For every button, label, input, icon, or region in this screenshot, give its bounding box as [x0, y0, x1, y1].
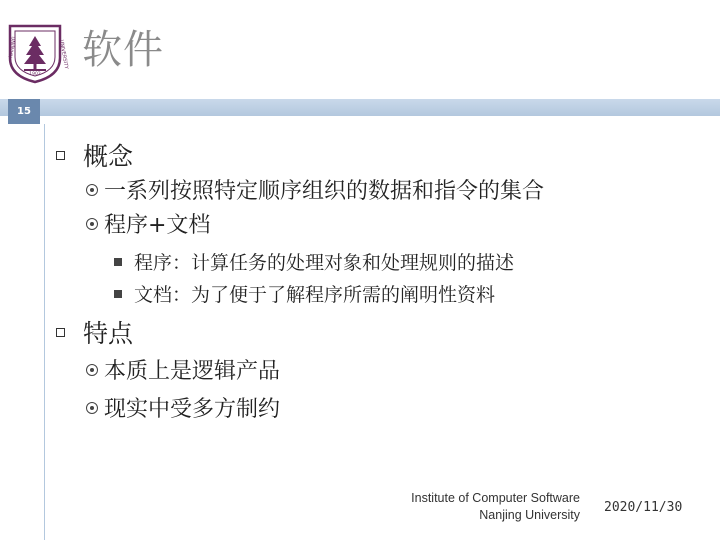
bullet-program: [114, 248, 514, 275]
square-bullet-icon: [56, 328, 65, 337]
filled-square-bullet-icon: [114, 258, 122, 266]
bullet-label: 现实中受多方制约: [104, 397, 281, 422]
bullet-label: 本质上是逻辑产品: [104, 359, 281, 384]
footer-org-line1: Institute of Computer Software: [411, 491, 580, 505]
logo-year: 1902: [29, 72, 41, 77]
circle-bullet-icon: [86, 218, 98, 230]
circle-bullet-icon: [86, 364, 98, 376]
circle-bullet-icon: [86, 402, 98, 414]
bullet-logical-product: [86, 354, 280, 385]
bullet-label: 一系列按照特定顺序组织的数据和指令的集合: [104, 179, 545, 204]
bullet-label: 程序+文档: [104, 213, 211, 238]
logo-text-right: UNIVERSITY: [58, 39, 70, 70]
university-logo: [4, 22, 70, 84]
bullet-features: [56, 314, 133, 350]
bullet-label: 特点: [83, 319, 134, 348]
bullet-label: 概念: [83, 142, 134, 171]
slide-title: 软件: [82, 27, 164, 73]
logo-text-left: NANJING: [8, 36, 18, 59]
bullet-constraints: [86, 392, 280, 423]
footer-org-line2: Nanjing University: [479, 508, 580, 522]
bullet-concept-definition: [86, 174, 544, 205]
left-rule: [44, 124, 45, 540]
footer-date: 2020/11/30: [604, 500, 683, 515]
slide-number: 15: [8, 99, 40, 124]
circle-bullet-icon: [86, 184, 98, 196]
header-accent-bar: [0, 99, 720, 116]
bullet-document: [114, 280, 495, 307]
bullet-label: 程序：计算任务的处理对象和处理规则的描述: [134, 252, 515, 274]
bullet-program-doc: [86, 208, 210, 239]
square-bullet-icon: [56, 151, 65, 160]
filled-square-bullet-icon: [114, 290, 122, 298]
footer-organization: [350, 490, 580, 524]
bullet-concept: [56, 137, 133, 173]
bullet-label: 文档：为了便于了解程序所需的阐明性资料: [134, 284, 496, 306]
